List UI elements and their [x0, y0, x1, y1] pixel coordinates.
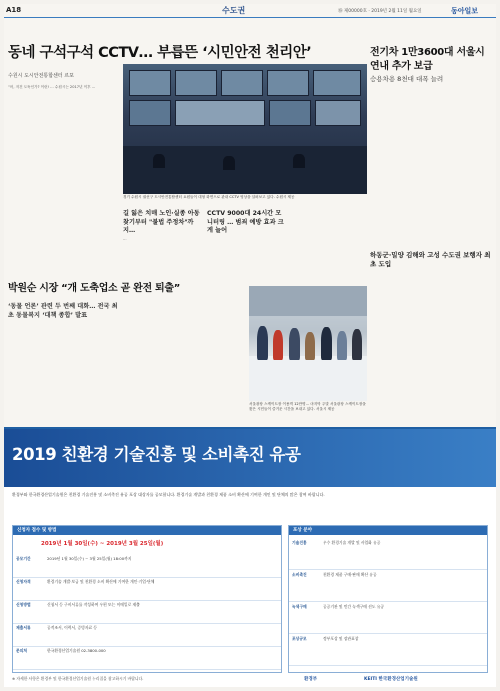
ad-title: 2019 친환경 기술진흥 및 소비촉진 유공 [12, 445, 301, 464]
ad-block [4, 427, 496, 687]
second-subhead: ‘동물 언론’ 관련 두 번째 대화… 전국 최초 동물복지 ‘대책 종합’ 발표 [8, 303, 118, 319]
ad-row: 포상규모 정부포상 및 장관표창 [289, 636, 487, 666]
ad-box-application [12, 525, 282, 673]
ad-row: 녹색구매 공공기관 및 민간 녹색구매 선도 유공 [289, 604, 487, 634]
second-body [8, 324, 246, 422]
ad-row: 제출서류 공적조서, 이력서, 증빙자료 등 [13, 625, 281, 647]
page-number: A18 [6, 6, 22, 14]
second-headline: 박원순 시장 “개 도축업소 곧 완전 퇴출” [8, 283, 181, 294]
lead-photo-caption: 경기 수원시 권선구 도시안전통합센터 요원들이 대형 화면으로 관내 CCTV 영상을 살펴보고 있다. 수원시 제공 [123, 195, 295, 199]
ad-lead: 환경부와 한국환경산업기술원은 친환경 기술진흥 및 소비촉진 유공 포상 대상자를 공모합니다. 환경기술 개발과 친환경 제품 소비 확산에 기여한 개인 및 단체의 많은 참여 바랍니다. [12, 492, 325, 497]
ad-row: 신청자격 환경기술 개발·보급 및 친환경 소비 확산에 기여한 개인·기업·단체 [13, 579, 281, 601]
lead-body-text: “어, 저건 도둑인가? 이런! … 수원시는 2017년 이후 … [8, 85, 96, 89]
ad-row: 공모기간 2019년 1월 30일(수) ~ 3월 25일(월) 18:00까지 [13, 556, 281, 578]
right-story-1-body [370, 86, 494, 246]
newspaper-logo: 동아일보 [451, 6, 479, 15]
sponsor-ministry: 환경부 [304, 677, 318, 682]
ad-row: 소비촉진 친환경 제품 구매·판매 확산 유공 [289, 572, 487, 602]
ad-banner [4, 429, 496, 487]
lead-body-text-2: … [123, 237, 127, 241]
right-story-1-subtitle: 승용차용 8천대 대폭 늘려 [370, 75, 444, 83]
page-header [4, 4, 496, 18]
lead-headline: 동네 구석구석 CCTV… 부릅뜬 ‘시민안전 천리안’ [8, 45, 312, 61]
ad-period: 2019년 1월 30일(수) ~ 2019년 3월 25일(월) [41, 541, 164, 547]
lead-body-col2 [123, 236, 367, 274]
right-story-1-title: 전기차 1만3600대 서울시 연내 추가 보급 [370, 47, 485, 72]
ad-box-fields-title: 포상 분야 [289, 526, 487, 535]
ad-row: 신청방법 신청서 등 구비서류를 작성하여 우편 또는 이메일로 제출 [13, 602, 281, 624]
lead-photo [123, 64, 367, 194]
newspaper-page [4, 4, 496, 687]
right-story-2-body [370, 272, 494, 422]
lead-subhead-1: 길 잃은 치매 노인·실종 아동 찾기부터 "불법 주정차"까지… [123, 210, 200, 234]
lead-body-col1 [8, 84, 120, 274]
ad-footer: ※ 자세한 사항은 환경부 및 한국환경산업기술원 누리집을 참고하시기 바랍니다. [12, 676, 144, 681]
ad-box-fields [288, 525, 488, 673]
right-story-2-title: 하동군·밀양 김해와 고성 수도권 보행자 최초 도입 [370, 251, 491, 268]
sponsor-keiti: KEITI 한국환경산업기술원 [364, 677, 418, 682]
lead-byline: 수원시 도시안전통합센터 르포 [8, 73, 74, 79]
ad-row: 기술진흥 우수 환경기술 개발 및 사업화 유공 [289, 540, 487, 570]
issue-meta: ㉰ 제00000호 · 2019년 2월 11일 월요일 [338, 9, 422, 14]
lead-subhead-2: CCTV 9000대 24시간 모니터링 … 범죄 예방 효과 크게 늘어 [207, 210, 284, 234]
ad-row: 문의처 한국환경산업기술원 02-3800-000 [13, 648, 281, 670]
section-name: 수도권 [222, 6, 246, 15]
skating-photo [249, 286, 367, 401]
ad-box-application-title: 신청자 접수 및 방법 [13, 526, 281, 535]
skating-photo-caption: 서울광장 스케이트장 이용객 12만명… 마지막 주말 서울광장 스케이트장을 찾은 시민들이 즐거운 시간을 보내고 있다. 서울시 제공 [249, 402, 366, 412]
